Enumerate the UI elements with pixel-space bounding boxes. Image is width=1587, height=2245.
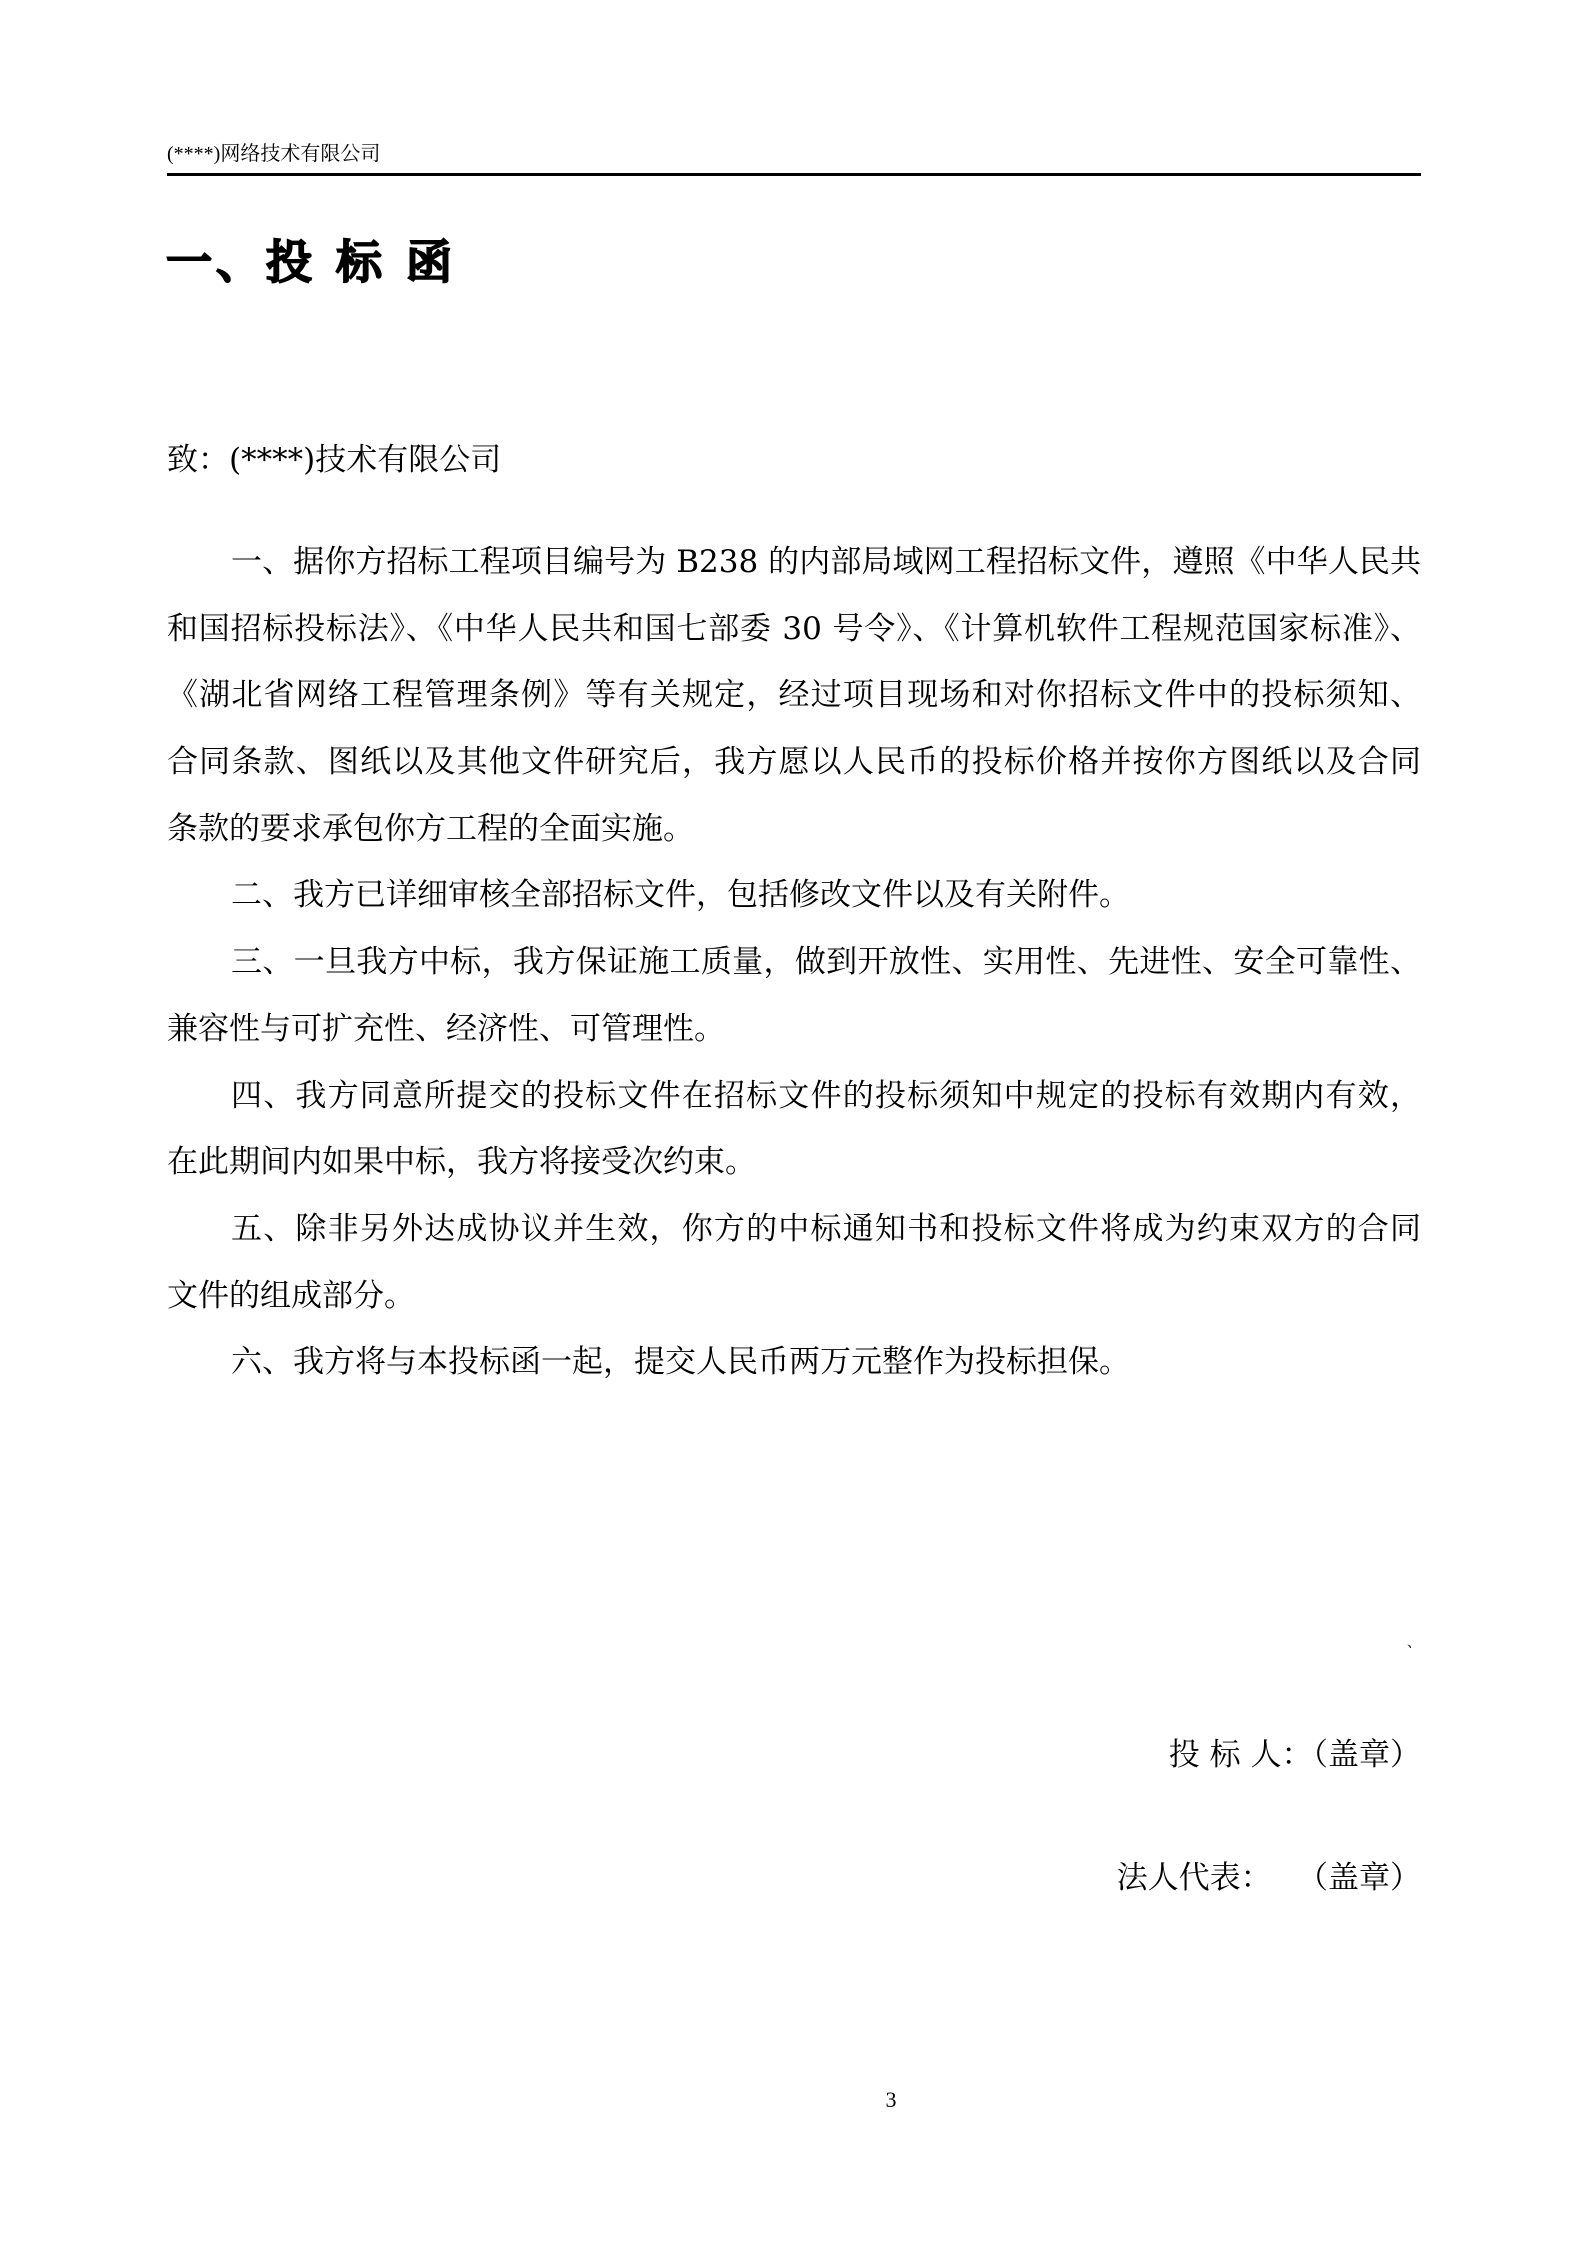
body-line-1: 一、据你方招标工程项目编号为 B238 的内部局域网工程招标文件，遵照《中华人民共 [231, 544, 1421, 580]
page-number: 3 [885, 2087, 897, 2112]
body-line-4: 合同条款、图纸以及其他文件研究后，我方愿以人民币的投标价格并按你方图纸以及合同 [167, 744, 1421, 781]
bidder-signature-line: 投 标 人：（盖章） [1168, 1737, 1421, 1773]
body-line-13: 六、我方将与本投标函一起，提交人民币两万元整作为投标担保。 [231, 1344, 1130, 1381]
recipient-line: 致：(****)技术有限公司 [167, 442, 502, 478]
running-header [167, 138, 1421, 176]
body-line-6: 二、我方已详细审核全部招标文件，包括修改文件以及有关附件。 [231, 877, 1130, 914]
body-line-3: 《湖北省网络工程管理条例》等有关规定，经过项目现场和对你招标文件中的投标须知、 [167, 677, 1421, 714]
body-line-7: 三、一旦我方中标，我方保证施工质量，做到开放性、实用性、先进性、安全可靠性、 [231, 944, 1421, 981]
body-line-9: 四、我方同意所提交的投标文件在招标文件的投标须知中规定的投标有效期内有效， [231, 1077, 1421, 1114]
body-line-2: 和国招标投标法》、《中华人民共和国七部委 30 号令》、《计算机软件工程规范国家标准》、 [167, 610, 1421, 647]
body-line-12: 文件的组成部分。 [167, 1277, 415, 1314]
section-title: 一、投 标 函 [166, 235, 457, 289]
body-line-10: 在此期间内如果中标，我方将接受次约束。 [167, 1144, 756, 1181]
body-line-5: 条款的要求承包你方工程的全面实施。 [167, 810, 694, 847]
legal-representative-signature-line: 法人代表： （盖章） [1116, 1860, 1421, 1896]
body-line-11: 五、除非另外达成协议并生效，你方的中标通知书和投标文件将成为约束双方的合同 [231, 1210, 1421, 1247]
letter-body [167, 529, 1421, 1396]
body-line-8: 兼容性与可扩充性、经济性、可管理性。 [167, 1010, 725, 1047]
stray-punctuation-mark: 、 [1407, 1635, 1421, 1651]
header-company-name: (****)网络技术有限公司 [167, 143, 381, 165]
